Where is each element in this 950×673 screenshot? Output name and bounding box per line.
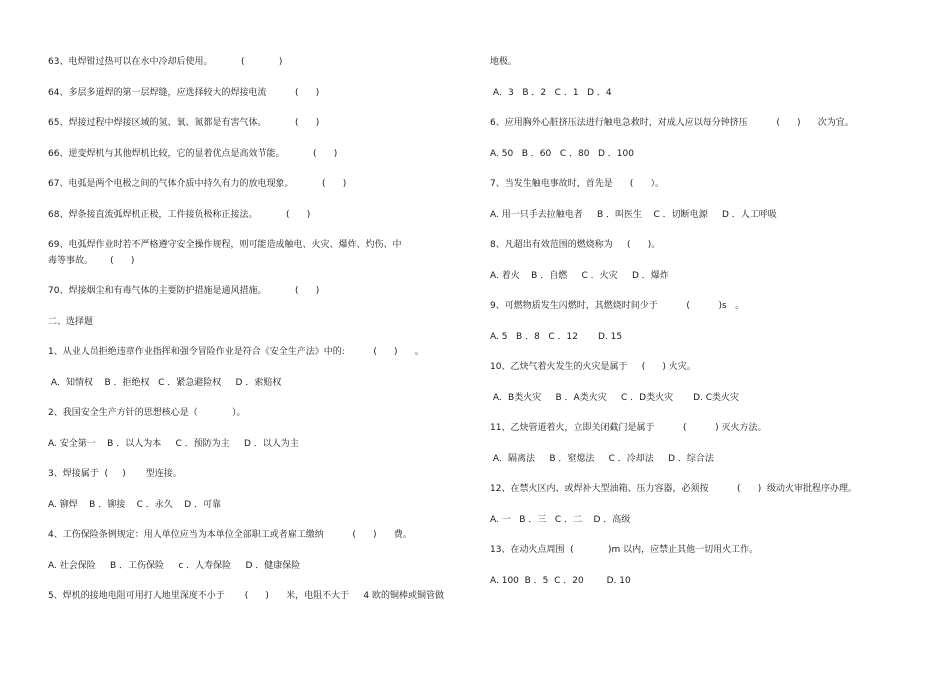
question-1: 1、从业人员拒绝违章作业指挥和强令冒险作业是符合《安全生产法》中的: ( ) 。 [48,347,424,357]
question-63: 63、电焊钳过热可以在水中冷却后使用。 ( ) [48,57,283,67]
left-column [48,56,488,621]
options-1: A．知情权 B ．拒绝权 C ．紧急避险权 D ．索赔权 [48,377,282,388]
question-66: 66、逆变焊机与其他焊机比较，它的显着优点是高效节能。 ( ) [48,148,338,159]
section-heading-choice: 二、选择题 [48,316,94,327]
options-12: A. 一 B ．三 C ．二 D ．高级 [490,514,631,525]
question-5: 5、焊机的接地电阻可用打人地里深度不小于 ( ) 米，电阻不大于 4 欧的铜棒或铜管做 [48,591,444,601]
question-6: 6、应用胸外心脏挤压法进行触电急救时，对成人应以每分钟挤压 ( ) 次为宜。 [490,118,854,128]
question-67: 67、电弧是两个电极之间的气体介质中持久有力的放电现象。 ( ) [48,179,347,189]
options-8: A. 着火 B ．自燃 C ．火灾 D ．爆炸 [490,270,669,281]
question-3: 3、焊接属于 ( ) 型连接。 [48,469,182,479]
question-68: 68、焊条接直流弧焊机正极，工件接负极称正接法。 ( ) [48,209,311,220]
options-4: A. 社会保险 B ．工伤保险 c ．人寿保险 D ．健康保险 [48,560,301,571]
question-7: 7、当发生触电事故时，首先是 ( ）。 [490,179,665,189]
right-column [490,56,930,605]
options-5: A．3 B ．2 C ．1 D ．4 [490,87,612,98]
options-3: A. 铆焊 B ．铆接 C ．永久 D ．可靠 [48,499,222,510]
question-4: 4、工伤保险条例规定：用人单位应当为本单位全部职工或者雇工缴纳 ( ) 费。 [48,530,412,540]
question-9: 9、可燃物质发生闪燃时，其燃烧时间少于 ( )s 。 [490,301,745,311]
question-13: 13、在动火点周围 ( )m 以内，应禁止其他一切用火工作。 [490,545,759,555]
options-13: A. 100 B ．5 C ．20 D. 10 [490,575,631,586]
options-7: A. 用一只手去拉触电者 B ．叫医生 C ．切断电源 D ．人工呼吸 [490,209,777,220]
question-2: 2、我国安全生产方针的思想核心是（ ）。 [48,408,246,418]
question-64: 64、多层多道焊的第一层焊缝，应选择较大的焊接电流 ( ) [48,87,320,98]
question-12: 12、在禁火区内、或焊补大型油箱、压力容器，必须按 ( ) 级动火审批程序办理。 [490,484,857,494]
options-9: A. 5 B ．8 C ．12 D. 15 [490,331,623,342]
question-11: 11、乙炔管道着火，立即关闭截门是属于 ( ) 灭火方法。 [490,423,767,433]
options-6: A. 50 B ．60 C ．80 D ．100 [490,148,634,159]
question-8: 8、凡超出有效范围的燃烧称为 ( )。 [490,240,661,250]
options-2: A. 安全第一 B ．以人为本 C ．预防为主 D ．以人为主 [48,438,299,449]
question-69: 69、电弧焊作业时若不严格遵守安全操作规程，则可能造成触电、火灾、爆炸、灼伤、中 [48,240,402,250]
options-11: A．隔离法 B ．窒熄法 C ．冷却法 D ．综合法 [490,453,714,464]
question-10: 10、乙炔气着火发生的火灾是属于 ( ) 火灾。 [490,362,696,372]
options-10: A．B类火灾 B ．A类火灾 C ．D类火灾 D. C类火灾 [490,392,740,403]
question-69-continued: 毒等事故。 ( ) [48,255,135,266]
question-65: 65、焊接过程中焊接区域的氢、氧、氮都是有害气体。 ( ) [48,118,320,128]
question-5-continued: 地极。 [490,57,518,67]
question-70: 70、焊接烟尘和有毒气体的主要防护措施是通风措施。 ( ) [48,286,320,296]
